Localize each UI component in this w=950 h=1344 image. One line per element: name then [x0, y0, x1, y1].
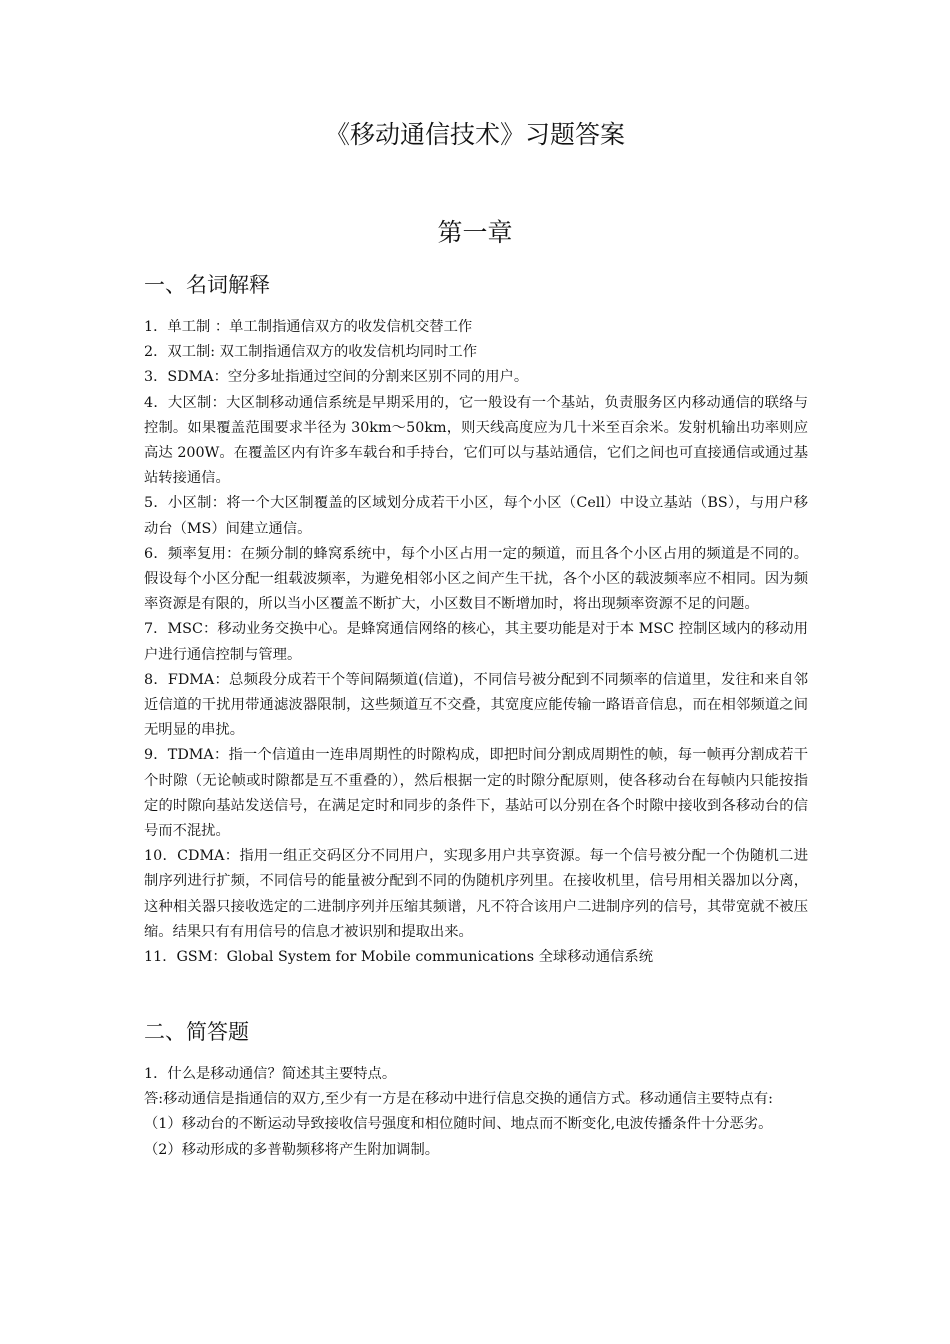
- section-heading-terms: 一、名词解释: [144, 273, 270, 297]
- chapter-title: 第一章: [437, 218, 513, 247]
- term-item-small-cell: 5．小区制：将一个大区制覆盖的区域划分成若干小区，每个小区（Cell）中设立基站（BS），与用户移动台（MS）间建立通信。: [144, 495, 808, 537]
- term-item-large-cell: 4．大区制：大区制移动通信系统是早期采用的，它一般设有一个基站，负责服务区内移动通信的联络与控制。如果覆盖范围要求半径为 30km～50km，则天线高度应为几十米至百余米。发射机输出功率则应高达 200W。在覆盖区内有许多车载台和手持台，它们可以与基站通信，它们之间也可直接通信或通过基站转接通信。: [144, 394, 808, 487]
- term-item-tdma: 9．TDMA：指一个信道由一连串周期性的时隙构成，即把时间分割成周期性的帧，每一帧再分割成若干个时隙（无论帧或时隙都是互不重叠的），然后根据一定的时隙分配原则，使各移动台在每帧内只能按指定的时隙向基站发送信号，在满足定时和同步的条件下，基站可以分别在各个时隙中接收到各移动台的信号而不混扰。: [144, 747, 808, 840]
- document-title: 《移动通信技术》习题答案: [324, 120, 625, 149]
- term-item-full-duplex: 2．双工制: 双工制指通信双方的收发信机均同时工作: [144, 344, 477, 361]
- term-item-cdma: 10．CDMA：指用一组正交码区分不同用户，实现多用户共享资源。每一个信号被分配一个伪随机二进制序列进行扩频，不同信号的能量被分配到不同的伪随机序列里。在接收机里，信号用相关器加以分离，这种相关器只接收选定的二进制序列并压缩其频谱，凡不符合该用户二进制序列的信号，其带宽就不被压缩。结果只有有用信号的信息才被识别和提取出来。: [144, 848, 808, 940]
- term-item-msc: 7．MSC：移动业务交换中心。是蜂窝通信网络的核心，其主要功能是对于本 MSC 控制区域内的移动用户进行通信控制与管理。: [144, 621, 808, 663]
- term-item-gsm: 11．GSM：Global System for Mobile communications 全球移动通信系统: [144, 949, 654, 966]
- term-item-single-duplex: 1．单工制 ：单工制指通信双方的收发信机交替工作: [144, 319, 473, 335]
- section-heading-short-answer: 二、简答题: [144, 1020, 249, 1044]
- answer-point-2: （2）移动形成的多普勒频移将产生附加调制。: [144, 1141, 440, 1158]
- term-item-frequency-reuse: 6．频率复用：在频分制的蜂窝系统中，每个小区占用一定的频道，而且各个小区占用的频道是不同的。假设每个小区分配一组载波频率，为避免相邻小区之间产生干扰，各个小区的载波频率应不相同。因为频率资源是有限的，所以当小区覆盖不断扩大，小区数目不断增加时，将出现频率资源不足的问题。: [144, 545, 808, 613]
- short-answer-list: [144, 1062, 808, 1163]
- term-item-sdma: 3．SDMA：空分多址指通过空间的分割来区别不同的用户。: [144, 369, 529, 386]
- terms-list: [144, 315, 808, 970]
- answer-item: 答:移动通信是指通信的双方,至少有一方是在移动中进行信息交换的通信方式。移动通信主要特点有:: [144, 1091, 773, 1108]
- question-item: 1．什么是移动通信？简述其主要特点。: [144, 1066, 397, 1082]
- term-item-fdma: 8．FDMA：总频段分成若干个等间隔频道(信道)，不同信号被分配到不同频率的信道里，发往和来自邻近信道的干扰用带通滤波器限制，这些频道互不交叠，其宽度应能传输一路语音信息，而在相邻频道之间无明显的串扰。: [144, 671, 808, 739]
- answer-point-1: （1）移动台的不断运动导致接收信号强度和相位随时间、地点而不断变化,电波传播条件十分恶劣。: [144, 1116, 773, 1133]
